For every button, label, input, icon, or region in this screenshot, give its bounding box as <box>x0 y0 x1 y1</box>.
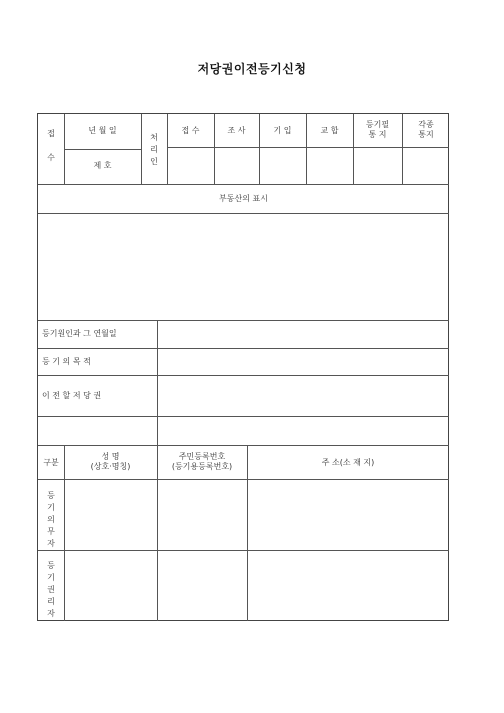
obligee-label: 등 기 권 리 자 <box>47 561 55 618</box>
divider <box>259 114 260 184</box>
receipt-label: 접 수 <box>47 129 55 162</box>
field-cause-date-label: 등기원인과 그 연월일 <box>42 329 117 338</box>
field-purpose-input[interactable] <box>158 349 449 375</box>
party-col-category: 구분 <box>43 458 59 467</box>
party-col-name: 성 명 (상호·명칭) <box>90 452 131 471</box>
obligee-id-input[interactable] <box>158 551 247 621</box>
col-registration-notice: 등기필 통 지 <box>365 120 390 139</box>
field-blank-input[interactable] <box>158 417 449 445</box>
processor-label: 처 리 인 <box>150 133 158 166</box>
field-purpose-label: 등 기 의 목 적 <box>42 357 91 366</box>
obligee-address-input[interactable] <box>248 551 449 621</box>
divider <box>38 184 449 185</box>
col-various-notices: 각종 통지 <box>418 120 434 139</box>
receipt-number-label: 제 호 <box>93 161 112 170</box>
application-form <box>37 113 449 621</box>
obligor-id-input[interactable] <box>158 480 247 550</box>
col-verification: 교 합 <box>320 126 339 135</box>
party-col-id-number: 주민등록번호 (등기용등록번호) <box>171 452 233 471</box>
divider <box>167 114 168 184</box>
obligor-name-input[interactable] <box>65 480 157 550</box>
divider <box>214 114 215 184</box>
divider <box>167 147 449 148</box>
receipt-date-label: 년 월 일 <box>88 126 117 135</box>
field-mortgage-label: 이 전 할 저 당 권 <box>42 391 102 400</box>
field-mortgage-input[interactable] <box>158 376 449 416</box>
field-cause-date-input[interactable] <box>158 321 449 348</box>
divider <box>64 149 141 150</box>
col-entry: 기 입 <box>273 126 292 135</box>
obligee-name-input[interactable] <box>65 551 157 621</box>
page-title: 저당권이전등기신청 <box>197 62 307 76</box>
divider <box>306 114 307 184</box>
divider <box>38 445 449 446</box>
property-description-area[interactable] <box>38 214 449 320</box>
party-col-address: 주 소(소 재 지) <box>321 458 375 467</box>
col-receipt: 접 수 <box>181 126 200 135</box>
obligor-address-input[interactable] <box>248 480 449 550</box>
col-investigation: 조 사 <box>227 126 246 135</box>
property-header: 부동산의 표시 <box>219 194 268 203</box>
obligor-label: 등 기 의 무 자 <box>47 491 55 548</box>
